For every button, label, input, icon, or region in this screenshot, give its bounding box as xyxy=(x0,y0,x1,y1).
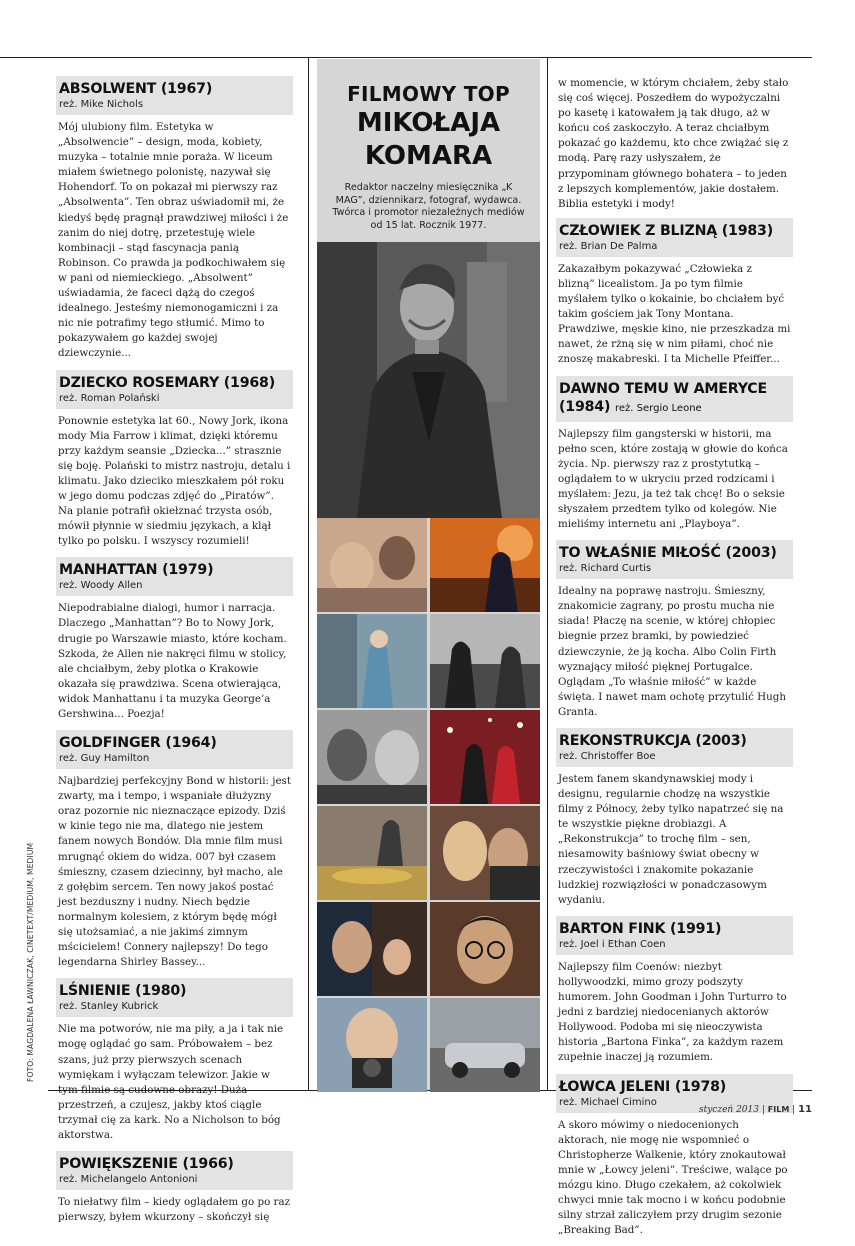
film-entry xyxy=(56,557,293,722)
film-title-box xyxy=(556,376,793,422)
film-entry xyxy=(56,730,293,970)
film-title-box xyxy=(56,978,293,1017)
film-entry xyxy=(56,370,293,550)
page-footer xyxy=(699,1104,812,1115)
film-entry xyxy=(56,978,293,1143)
still-reconstruction xyxy=(430,806,540,900)
film-title: LŚNIENIE (1980) xyxy=(59,983,187,1000)
film-title-line2 xyxy=(559,398,793,418)
footer-separator: | xyxy=(761,1105,765,1115)
film-title-box xyxy=(556,728,793,767)
film-title: GOLDFINGER (1964) xyxy=(59,735,217,752)
film-title-box xyxy=(56,730,293,769)
film-title: POWIĘKSZENIE (1966) xyxy=(59,1156,234,1173)
film-director: reż. Michelangelo Antonioni xyxy=(59,1174,198,1186)
film-title-box xyxy=(556,916,793,955)
still-graduate xyxy=(317,518,427,612)
still-goldfinger xyxy=(317,806,427,900)
film-entry xyxy=(56,1151,293,1225)
film-entry xyxy=(556,218,793,368)
film-review: To niełatwy film – kiedy oglądałem go po raz pierwszy, byłem wkurzony – skończył się xyxy=(58,1196,291,1224)
film-entry xyxy=(556,376,793,533)
film-review: Najlepszy film gangsterski w historii, ma pełno scen, które zostają w głowie do końca życia. Np. pierwszy raz z prostytutką – oglądałem to w ukryciu przed rodzicami i myślałem: Jezu, ja też tak chcę! Bo o seksie słyszałem przedtem tylko od kolegów. Nie mieliśmy internetu ani „Playboya”. xyxy=(558,427,788,531)
still-shining xyxy=(317,902,427,996)
film-review: Ponownie estetyka lat 60., Nowy Jork, ikona mody Mia Farrow i klimat, dzięki któremu przy każdym seansie „Dziecka...” strasznie się boję. Polański to mistrz nastroju, detalu i klimatu. Jako dzieciko mieszkałem pół roku w jego domu podczas zdjęć do „Piratów”. Na planie potrafił okiełznać trzysta osób, mówił płynnie w siedmiu językach, a klął tylko po polsku. I wszyscy rozumieli! xyxy=(58,414,291,548)
photo-credit: FOTO: MAGDALENA ŁAWNICZAK, CINETEXT/MEDIUM, MEDIUM xyxy=(26,842,35,1082)
film-entry xyxy=(556,1074,796,1239)
header-name-line2: KOMARA xyxy=(364,141,493,171)
still-barton-fink xyxy=(430,902,540,996)
film-review: Jestem fanem skandynawskiej mody i designu, regularnie chodzę na wszystkie filmy z Północy, żeby tylko napatrzeć się na te wszystkie piękne drobiazgi. A „Rekonstrukcja” to trochę film – sen, niesamowity baśniowy świat obecny w rzeczywistości i znakomite pokazanie ludzkiej rozwiązłości w ponadczasowym wydaniu. xyxy=(558,773,784,906)
film-director: reż. Brian De Palma xyxy=(559,240,658,252)
film-review: Najbardziej perfekcyjny Bond w historii: jest zwarty, ma i tempo, i wspaniałe dłużyzny oraz pozornie nic nieznaczące epizody. Dziś w kinie tego nie ma, dlatego nie jestem fanem nowych Bondów. Dla mnie film musi mrugnąć okiem do widza. 007 był czasem śmieszny, czasem dziecinny, był macho, ale z gołębim sercem. Ten nowy jakoś postać jest bezduszny i nudny. Niech będzie normalnym kolesiem, z którym będę mógł się utożsamiać, a nie jakimś zimnym mścicielem! Connery najlepszy! Do tego legendarna Shirley Bassey... xyxy=(58,775,291,969)
header-kicker: FILMOWY TOP xyxy=(347,82,510,106)
film-title-box xyxy=(556,218,793,257)
header-description: Redaktor naczelny miesięcznika „K MAG”, dziennikarz, fotograf, wydawca. Twórca i promotor niezależnych mediów od 15 lat. Rocznik 1977. xyxy=(332,182,525,231)
still-rosemary xyxy=(317,614,427,708)
still-love-actually xyxy=(430,710,540,804)
film-entry xyxy=(56,76,293,362)
film-director: reż. Guy Hamilton xyxy=(59,753,150,765)
film-director: reż. Mike Nichols xyxy=(59,99,144,110)
film-title-box xyxy=(56,76,293,115)
film-stills-grid xyxy=(317,518,540,1094)
still-once-upon-a-time xyxy=(430,614,540,708)
film-review: Idealny na poprawę nastroju. Śmieszny, znakomicie zagrany, po prostu mucha nie siada! Płaczę na scenie, w której chłopiec biegnie przez bramki, by powiedzieć dziewczynie, że ją kocha. Albo Colin Firth wyznający miłość pięknej Portugalce. Oglądam „To właśnie miłość” w każde święta. I nawet mam ochotę przytulić Hugh Granta. xyxy=(558,585,786,718)
film-title: DAWNO TEMU W AMERYCE xyxy=(559,380,767,397)
film-title: ŁOWCA JELENI (1978) xyxy=(559,1078,727,1095)
film-review: Zakazałbym pokazywać „Człowieka z blizną” licealistom. Ja po tym filmie myślałem tylko o kokainie, bo chciałem być takim gościem jak Tony Montana. Prawdziwe, męskie kino, nie przeszkadza mi nawet, że rżną się w nim piłami, choć nie znoszę makabreski. I ta Michelle Pfeiffer... xyxy=(558,262,791,366)
column-rule-right xyxy=(547,57,548,1090)
portrait-photo xyxy=(317,242,540,518)
page-number: 11 xyxy=(798,1104,812,1115)
film-title: CZŁOWIEK Z BLIZNĄ (1983) xyxy=(559,222,774,239)
footer-separator: | xyxy=(792,1105,796,1115)
film-director: reż. Christoffer Boe xyxy=(559,751,656,762)
film-title: MANHATTAN (1979) xyxy=(59,562,214,579)
film-review: A skoro mówimy o niedocenionych aktorach, nie mogę nie wspomnieć o Christopherze Walkenie, który znokautował mnie w „Łowcy jeleni”. Treściwe, walące po mózgu kino. Długo czekałem, aż cokolwiek chwyci mnie tak mocno i w końcu podobnie silny strzał zaliczyłem przy drugim sezonie „Breaking Bad”. xyxy=(558,1118,788,1237)
film-title: TO WŁAŚNIE MIŁOŚĆ (2003) xyxy=(559,545,777,562)
film-review: Mój ulubiony film. Estetyka w „Absolwencie” – design, moda, kobiety, muzyka – totalnie mnie poraża. W liceum miałem świetnego polonistę, nazywał się Hohendorf. To on pokazał mi pierwszy raz „Absolwenta”. Ten obraz uświadomił mi, że kiedyś będę pragnął prawdziwej miłości i że zanim do niej dotrę, przetestuję wiele kombinacji – stąd fascynacja panią Robinson. Co prawda ja podkochiwałem się w pani od niemieckiego. „Absolwent” uświadamia, że faceci dążą do czegoś idealnego. Jesteśmy niemonogamiczni i za nic nie potrafimy tego stłumić. Mimo to pokazywałem go każdej swojej dziewczynie... xyxy=(58,121,289,360)
film-director: reż. Sergio Leone xyxy=(615,402,702,414)
right-column xyxy=(556,76,796,1246)
film-director: reż. Roman Polański xyxy=(59,392,160,404)
film-entry xyxy=(556,916,793,1066)
still-manhattan xyxy=(317,710,427,804)
still-scarface xyxy=(430,518,540,612)
film-director: reż. Michael Cimino xyxy=(559,1096,657,1108)
film-director: reż. Richard Curtis xyxy=(559,563,652,575)
header-panel xyxy=(317,59,540,1090)
film-director: reż. Woody Allen xyxy=(59,580,143,592)
film-year: (1984) xyxy=(559,398,611,415)
continued-review: w momencie, w którym chciałem, żeby stało się coś więcej. Poszedłem do wypożyczalni po kasetę i katowałem ją tak długo, aż w końcu coś zaskoczyło. A teraz chciałbym pokazać go każdemu, kto chce zwiążać się z modą. Parę razy usłyszałem, że przypominam głównego bohatera – to jeden z lepszych komplementów, jakie dostałem. Biblia estetyki i mody! xyxy=(558,77,789,210)
still-blowup xyxy=(317,998,427,1092)
film-review: Najlepszy film Coenów: niezbyt hollywoodzki, mimo grozy podszyty humorem. John Goodman i John Turturro to jedni z bardziej niedocenianych aktorów Hollywood. Podoba mi się nieoczywista historia „Bartona Finka”, za każdym razem zupełnie inaczej ją rozumiem. xyxy=(558,960,787,1064)
issue-date: styczeń 2013 xyxy=(698,1105,759,1115)
film-title-box xyxy=(56,1151,293,1190)
film-director: reż. Stanley Kubrick xyxy=(59,1001,159,1013)
film-title-box xyxy=(56,370,293,409)
top-rule xyxy=(0,57,812,58)
still-deer-hunter xyxy=(430,998,540,1092)
column-rule-left xyxy=(308,57,309,1090)
film-review: Nie ma potworów, nie ma piły, a ja i tak nie mogę oglądać go sam. Próbowałem – bez szans, już przy pierwszych scenach wymiękam i wyłączam telewizor. Jakie w tym filmie są cudowne obrazy! Duża przestrzeń, a czujesz, jakby ktoś ciągle trzymał cię za kark. No a Nicholson to bóg aktorstwa. xyxy=(58,1023,284,1141)
film-entry xyxy=(556,728,793,908)
film-title: DZIECKO ROSEMARY (1968) xyxy=(59,374,276,391)
film-review: Niepodrabialne dialogi, humor i narracja. Dlaczego „Manhattan”? Bo to Nowy Jork, drugie po Warszawie miasto, które kocham. Szkoda, że Allen nie nakręci filmu w stolicy, ale chciałbym, żeby plotka o Krakowie okazała się prawdziwa. Scena otwierająca, widok Manhattanu i ta muzyka George’a Gershwina... Poezja! xyxy=(58,602,287,720)
film-title-box xyxy=(556,540,793,579)
film-title: REKONSTRUKCJA (2003) xyxy=(559,733,747,749)
film-title: ABSOLWENT (1967) xyxy=(59,81,213,97)
film-title-box xyxy=(56,557,293,596)
left-column xyxy=(56,76,293,1233)
magazine-name: FILM xyxy=(767,1105,790,1114)
film-director: reż. Joel i Ethan Coen xyxy=(559,938,666,950)
film-title: BARTON FINK (1991) xyxy=(559,920,722,937)
header-name-line1: MIKOŁAJA xyxy=(356,108,501,138)
film-entry xyxy=(556,540,793,720)
